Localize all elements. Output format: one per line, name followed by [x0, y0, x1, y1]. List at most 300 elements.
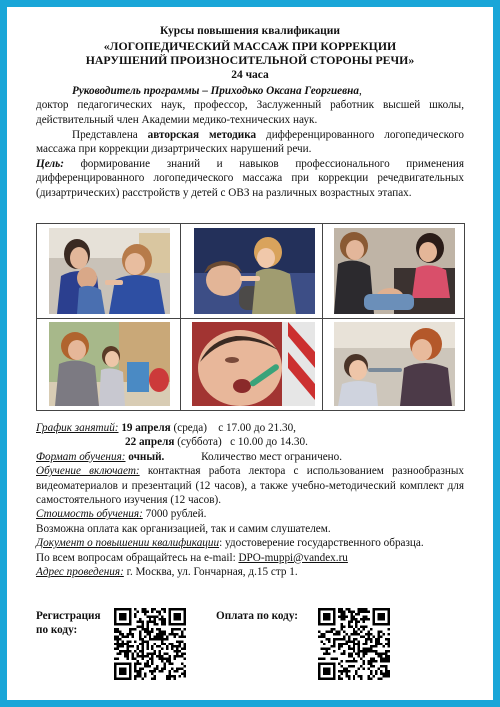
leader-dash: – — [199, 84, 211, 97]
qr-module — [355, 643, 357, 645]
qr-module — [355, 620, 357, 622]
schedule-line2 — [36, 435, 464, 449]
qr-module — [161, 643, 163, 645]
qr-module — [373, 658, 375, 660]
qr-module — [333, 640, 335, 642]
qr-module — [116, 630, 118, 632]
qr-module — [119, 645, 121, 647]
qr-module — [176, 640, 178, 642]
qr-module — [388, 658, 390, 660]
qr-module — [121, 640, 123, 642]
qr-module — [333, 628, 335, 630]
schedule-date2: 22 апреля — [125, 436, 175, 449]
qr-module — [388, 660, 390, 662]
leader-label: Руководитель программы — [72, 84, 200, 97]
qr-finder-pattern — [119, 668, 126, 675]
qr-module — [169, 660, 171, 662]
qr-module — [370, 650, 372, 652]
qr-module — [343, 670, 345, 672]
qr-module — [343, 635, 345, 637]
qr-module — [146, 643, 148, 645]
qr-module — [139, 668, 141, 670]
qr-module — [373, 645, 375, 647]
qr-module — [156, 668, 158, 670]
course-title-line1: «ЛОГОПЕДИЧЕСКИЙ МАССАЖ ПРИ КОРРЕКЦИИ — [103, 38, 397, 53]
qr-module — [360, 630, 362, 632]
qr-module — [164, 623, 166, 625]
qr-module — [323, 648, 325, 650]
qr-module — [121, 645, 123, 647]
address-label: Адрес проведения: — [36, 566, 124, 579]
qr-module — [340, 638, 342, 640]
qr-module — [149, 620, 151, 622]
qr-module — [385, 655, 387, 657]
qr-module — [365, 625, 367, 627]
qr-module — [184, 670, 186, 672]
qr-module — [164, 610, 166, 612]
qr-module — [154, 620, 156, 622]
registration-label — [36, 609, 101, 637]
qr-module — [166, 660, 168, 662]
qr-module — [385, 650, 387, 652]
qr-module — [161, 640, 163, 642]
qr-module — [146, 623, 148, 625]
qr-module — [340, 628, 342, 630]
qr-module — [358, 628, 360, 630]
qr-module — [119, 633, 121, 635]
qr-module — [385, 653, 387, 655]
qr-module — [129, 645, 131, 647]
qr-module — [179, 643, 181, 645]
qr-module — [358, 633, 360, 635]
qr-module — [161, 630, 163, 632]
contact-line — [36, 551, 464, 565]
course-hours: 24 часа — [231, 69, 269, 82]
qr-module — [164, 638, 166, 640]
qr-module — [345, 660, 347, 662]
qr-finder-pattern — [323, 668, 330, 675]
qr-module — [151, 655, 153, 657]
qr-module — [146, 645, 148, 647]
qr-module — [388, 638, 390, 640]
qr-module — [375, 670, 377, 672]
course-info — [36, 421, 464, 579]
qr-module — [355, 660, 357, 662]
qr-module — [121, 635, 123, 637]
qr-module — [350, 633, 352, 635]
qr-module — [161, 635, 163, 637]
qr-module — [169, 643, 171, 645]
qr-module — [126, 645, 128, 647]
qr-module — [320, 635, 322, 637]
qr-module — [134, 663, 136, 665]
qr-module — [320, 640, 322, 642]
qr-module — [151, 663, 153, 665]
qr-module — [159, 655, 161, 657]
qr-module — [149, 658, 151, 660]
qr-module — [380, 653, 382, 655]
qr-module — [179, 628, 181, 630]
qr-module — [141, 668, 143, 670]
qr-module — [388, 673, 390, 675]
qr-module — [141, 620, 143, 622]
qr-module — [184, 635, 186, 637]
qr-module — [348, 660, 350, 662]
qr-module — [353, 643, 355, 645]
qr-module — [164, 668, 166, 670]
qr-module — [375, 650, 377, 652]
goal-paragraph — [36, 157, 464, 201]
qr-module — [388, 640, 390, 642]
qr-module — [340, 643, 342, 645]
qr-module — [159, 653, 161, 655]
qr-module — [330, 658, 332, 660]
qr-module — [156, 610, 158, 612]
qr-module — [141, 645, 143, 647]
qr-module — [325, 650, 327, 652]
qr-module — [360, 635, 362, 637]
qr-module — [380, 635, 382, 637]
qr-module — [380, 673, 382, 675]
qr-module — [166, 648, 168, 650]
qr-module — [370, 660, 372, 662]
qr-module — [139, 635, 141, 637]
qr-module — [139, 643, 141, 645]
qr-module — [370, 658, 372, 660]
qr-module — [358, 655, 360, 657]
contact-text: По всем вопросам обращайтесь на e-mail: — [36, 551, 239, 564]
qr-module — [161, 615, 163, 617]
qr-module — [171, 633, 173, 635]
qr-module — [380, 670, 382, 672]
qr-module — [335, 638, 337, 640]
qr-module — [355, 673, 357, 675]
qr-module — [139, 630, 141, 632]
qr-module — [353, 628, 355, 630]
qr-module — [134, 670, 136, 672]
qr-module — [350, 613, 352, 615]
qr-module — [176, 655, 178, 657]
qr-module — [144, 613, 146, 615]
qr-module — [378, 633, 380, 635]
qr-module — [340, 670, 342, 672]
qr-module — [164, 665, 166, 667]
qr-module — [116, 628, 118, 630]
qr-module — [348, 653, 350, 655]
qr-module — [348, 648, 350, 650]
qr-module — [141, 648, 143, 650]
qr-module — [380, 643, 382, 645]
qr-module — [358, 608, 360, 610]
qr-module — [134, 608, 136, 610]
qr-module — [363, 663, 365, 665]
qr-module — [340, 645, 342, 647]
qr-module — [350, 655, 352, 657]
registration-qr-code[interactable] — [114, 608, 186, 680]
qr-module — [174, 633, 176, 635]
qr-module — [350, 610, 352, 612]
qr-module — [350, 618, 352, 620]
qr-module — [370, 638, 372, 640]
qr-module — [348, 670, 350, 672]
qr-module — [136, 655, 138, 657]
qr-module — [149, 630, 151, 632]
qr-module — [383, 673, 385, 675]
qr-module — [141, 653, 143, 655]
qr-module — [139, 618, 141, 620]
qr-module — [323, 633, 325, 635]
qr-module — [144, 608, 146, 610]
qr-module — [328, 630, 330, 632]
payment-qr-code[interactable] — [318, 608, 390, 680]
qr-module — [383, 665, 385, 667]
qr-module — [358, 648, 360, 650]
qr-module — [166, 675, 168, 677]
qr-module — [368, 663, 370, 665]
qr-module — [363, 653, 365, 655]
qr-module — [340, 653, 342, 655]
qr-module — [375, 643, 377, 645]
qr-module — [134, 640, 136, 642]
qr-module — [181, 655, 183, 657]
qr-module — [378, 630, 380, 632]
qr-module — [343, 625, 345, 627]
qr-module — [375, 653, 377, 655]
qr-module — [126, 635, 128, 637]
qr-module — [363, 643, 365, 645]
qr-module — [139, 650, 141, 652]
qr-module — [156, 645, 158, 647]
qr-module — [365, 653, 367, 655]
qr-module — [146, 660, 148, 662]
qr-module — [323, 643, 325, 645]
qr-module — [353, 610, 355, 612]
qr-module — [161, 668, 163, 670]
qr-module — [348, 655, 350, 657]
qr-module — [340, 608, 342, 610]
qr-module — [350, 665, 352, 667]
qr-module — [171, 628, 173, 630]
qr-module — [355, 633, 357, 635]
contact-email-link[interactable]: DPO-muppi@vandex.ru — [238, 551, 348, 564]
qr-module — [176, 633, 178, 635]
qr-module — [363, 648, 365, 650]
qr-module — [141, 625, 143, 627]
qr-module — [169, 673, 171, 675]
qr-module — [114, 635, 116, 637]
qr-module — [383, 645, 385, 647]
includes-label: Обучение включает: — [36, 465, 140, 478]
qr-module — [378, 640, 380, 642]
qr-module — [385, 670, 387, 672]
qr-module — [363, 635, 365, 637]
qr-module — [176, 645, 178, 647]
qr-module — [171, 645, 173, 647]
qr-module — [159, 645, 161, 647]
qr-module — [340, 673, 342, 675]
qr-module — [370, 648, 372, 650]
qr-module — [380, 660, 382, 662]
qr-module — [348, 675, 350, 677]
schedule-day1: (среда) с 17.00 до 21.30, — [170, 422, 296, 434]
qr-module — [116, 658, 118, 660]
qr-module — [350, 660, 352, 662]
qr-module — [141, 628, 143, 630]
qr-module — [365, 650, 367, 652]
qr-module — [340, 678, 342, 680]
qr-module — [159, 610, 161, 612]
qr-module — [368, 630, 370, 632]
qr-finder-pattern — [119, 613, 126, 620]
qr-module — [353, 678, 355, 680]
qr-module — [154, 675, 156, 677]
qr-module — [129, 630, 131, 632]
qr-module — [375, 660, 377, 662]
qr-module — [363, 650, 365, 652]
qr-module — [385, 673, 387, 675]
qr-module — [161, 618, 163, 620]
qr-module — [375, 638, 377, 640]
qr-module — [184, 673, 186, 675]
qr-module — [154, 608, 156, 610]
qr-module — [156, 638, 158, 640]
qr-module — [116, 640, 118, 642]
qr-module — [146, 665, 148, 667]
qr-module — [353, 633, 355, 635]
format-line — [36, 450, 464, 464]
qr-module — [181, 640, 183, 642]
qr-module — [358, 675, 360, 677]
photo-specialist-massage-child-1 — [49, 228, 170, 314]
qr-module — [340, 623, 342, 625]
qr-module — [360, 678, 362, 680]
qr-module — [154, 653, 156, 655]
qr-module — [318, 658, 320, 660]
qr-module — [159, 618, 161, 620]
qr-module — [358, 650, 360, 652]
qr-module — [144, 663, 146, 665]
qr-module — [388, 655, 390, 657]
qr-module — [161, 660, 163, 662]
qr-module — [373, 635, 375, 637]
qr-module — [136, 653, 138, 655]
qr-module — [350, 620, 352, 622]
qr-module — [358, 653, 360, 655]
qr-module — [151, 653, 153, 655]
qr-module — [174, 635, 176, 637]
qr-module — [333, 645, 335, 647]
photo-specialist-child-probe — [334, 322, 455, 406]
qr-module — [340, 660, 342, 662]
qr-module — [345, 633, 347, 635]
qr-module — [385, 675, 387, 677]
qr-module — [116, 653, 118, 655]
qr-module — [335, 658, 337, 660]
qr-module — [353, 665, 355, 667]
qr-module — [151, 630, 153, 632]
qr-module — [340, 615, 342, 617]
qr-module — [385, 660, 387, 662]
qr-module — [370, 663, 372, 665]
qr-module — [141, 640, 143, 642]
address-line — [36, 565, 464, 579]
cost-label: Стоимость обучения: — [36, 508, 143, 521]
qr-module — [144, 628, 146, 630]
qr-module — [171, 648, 173, 650]
qr-module — [131, 635, 133, 637]
qr-module — [124, 635, 126, 637]
qr-module — [146, 655, 148, 657]
qr-module — [348, 623, 350, 625]
qr-module — [353, 650, 355, 652]
qr-module — [378, 653, 380, 655]
qr-module — [365, 618, 367, 620]
qr-module — [348, 635, 350, 637]
qr-module — [116, 635, 118, 637]
qr-module — [144, 673, 146, 675]
qr-module — [345, 673, 347, 675]
qr-module — [348, 625, 350, 627]
qr-module — [348, 608, 350, 610]
qr-module — [184, 658, 186, 660]
qr-module — [164, 663, 166, 665]
qr-module — [161, 608, 163, 610]
includes-text: контактная работа лектора с использованием разнообразных видеоматериалов и презентаций (12 часов), а также учебно-методический комплект для самостоятельного изучения (12 часов). — [36, 465, 464, 507]
qr-module — [161, 655, 163, 657]
qr-module — [365, 643, 367, 645]
document-value: : удостоверение государственного образца. — [219, 537, 424, 550]
qr-module — [365, 640, 367, 642]
photo-specialist-child-couch — [334, 228, 455, 314]
qr-module — [378, 678, 380, 680]
qr-module — [330, 628, 332, 630]
qr-module — [388, 643, 390, 645]
qr-module — [388, 645, 390, 647]
qr-module — [380, 678, 382, 680]
qr-module — [184, 648, 186, 650]
qr-finder-pattern — [174, 613, 181, 620]
qr-module — [338, 678, 340, 680]
qr-module — [126, 633, 128, 635]
qr-module — [154, 668, 156, 670]
qr-module — [131, 628, 133, 630]
qr-module — [149, 665, 151, 667]
qr-module — [333, 638, 335, 640]
qr-module — [176, 668, 178, 670]
qr-module — [131, 645, 133, 647]
qr-module — [176, 670, 178, 672]
qr-module — [169, 658, 171, 660]
qr-module — [380, 665, 382, 667]
qr-module — [343, 630, 345, 632]
qr-module — [141, 650, 143, 652]
qr-module — [174, 678, 176, 680]
qr-module — [154, 650, 156, 652]
qr-module — [358, 645, 360, 647]
qr-module — [126, 653, 128, 655]
qr-module — [358, 613, 360, 615]
qr-module — [174, 645, 176, 647]
qr-module — [340, 625, 342, 627]
qr-module — [154, 670, 156, 672]
qr-module — [159, 670, 161, 672]
qr-module — [323, 653, 325, 655]
qr-module — [360, 675, 362, 677]
qr-module — [166, 658, 168, 660]
qr-module — [363, 660, 365, 662]
qr-module — [383, 653, 385, 655]
qr-module — [179, 640, 181, 642]
